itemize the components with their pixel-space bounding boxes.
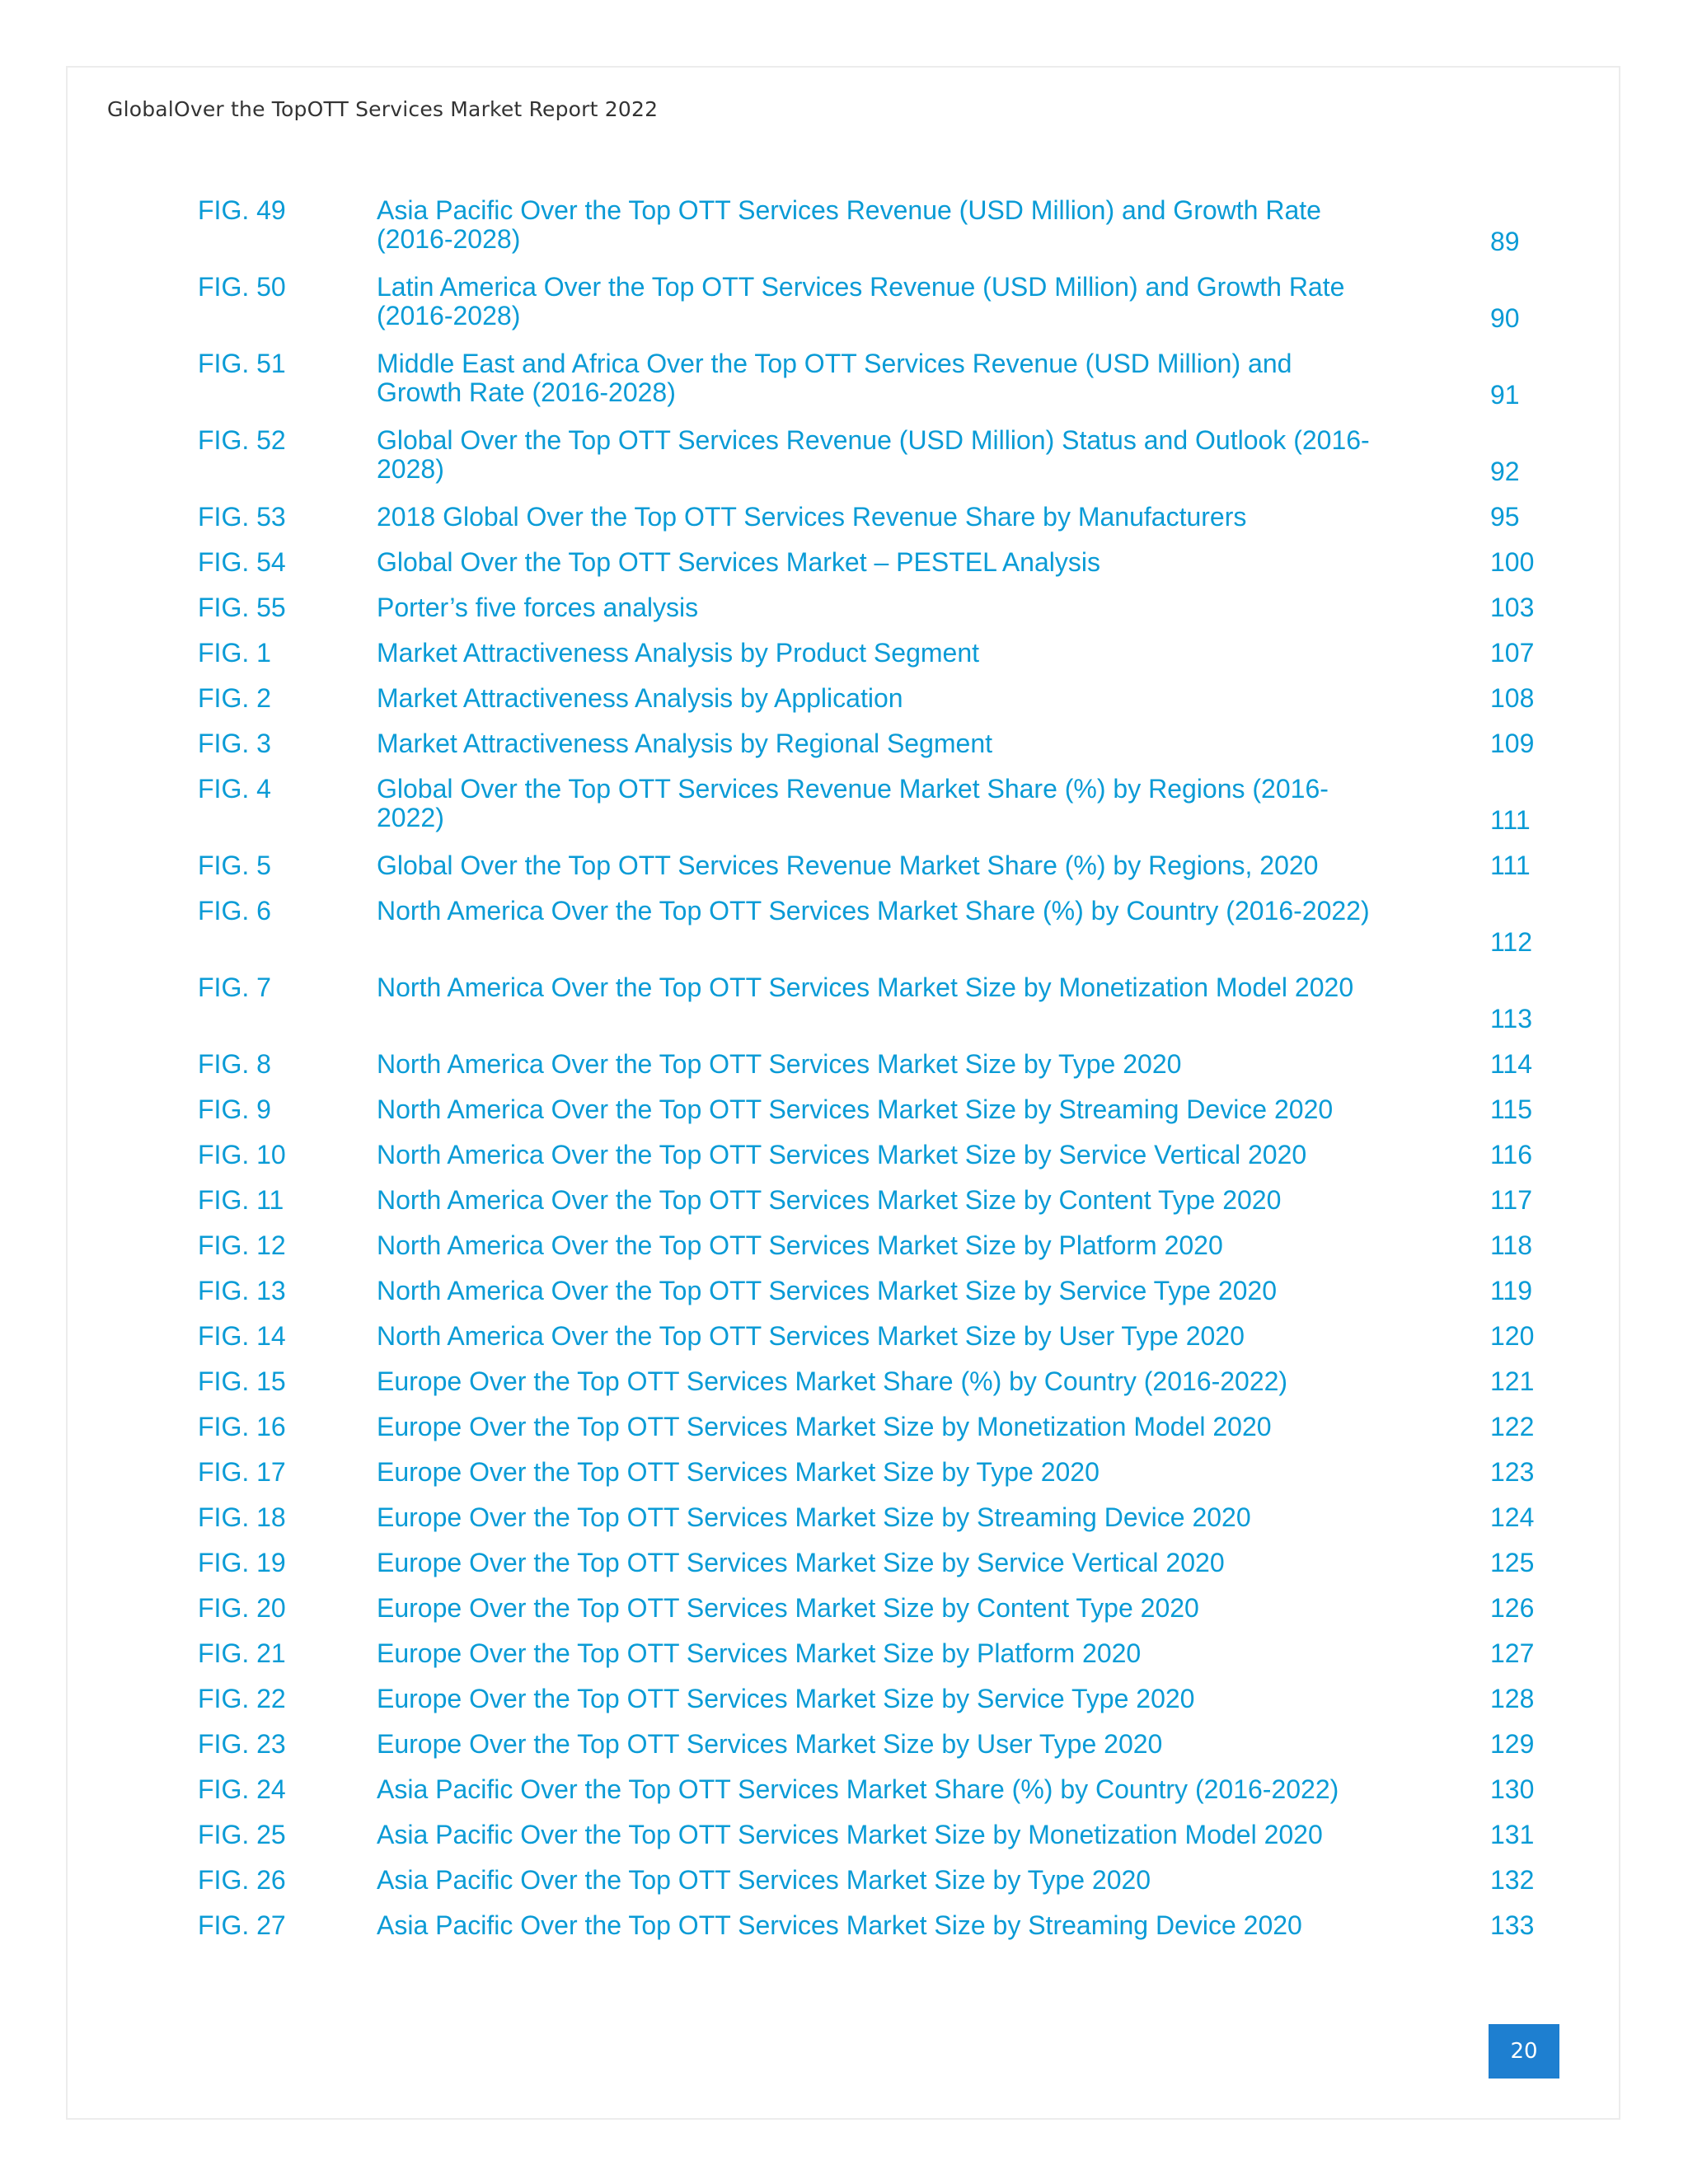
figure-page: 130 [1490, 1774, 1535, 1804]
figure-title[interactable]: 2018 Global Over the Top OTT Services Revenue Share by Manufacturers [377, 502, 1247, 532]
toc-row[interactable] [198, 196, 1550, 256]
toc-row[interactable] [198, 1231, 1550, 1260]
figure-number: FIG. 21 [198, 1638, 286, 1668]
figure-page: 100 [1490, 547, 1535, 577]
figure-title[interactable]: North America Over the Top OTT Services Market Size by Streaming Device 2020 [377, 1094, 1334, 1124]
toc-row[interactable] [198, 1503, 1550, 1532]
figure-number: FIG. 54 [198, 547, 286, 577]
toc-row[interactable] [198, 1458, 1550, 1487]
figure-page: 111 [1490, 851, 1531, 880]
figure-page: 125 [1490, 1548, 1535, 1577]
figure-page: 122 [1490, 1412, 1535, 1441]
figure-title[interactable]: North America Over the Top OTT Services Market Size by Content Type 2020 [377, 1185, 1282, 1215]
figure-title[interactable]: Europe Over the Top OTT Services Market Size by Streaming Device 2020 [377, 1502, 1251, 1532]
figure-title[interactable]: Europe Over the Top OTT Services Market Share (%) by Country (2016-2022) [377, 1366, 1288, 1396]
figure-title[interactable]: Asia Pacific Over the Top OTT Services Revenue (USD Million) and Growth Rate (2016-2028) [377, 195, 1321, 254]
toc-row[interactable] [198, 1911, 1550, 1940]
figure-title[interactable]: Market Attractiveness Analysis by Product Segment [377, 638, 979, 668]
figure-page: 111 [1490, 805, 1531, 835]
figure-number: FIG. 13 [198, 1276, 286, 1305]
figure-title[interactable]: North America Over the Top OTT Services Market Size by Service Type 2020 [377, 1276, 1278, 1305]
toc-row[interactable] [198, 1594, 1550, 1623]
toc-row[interactable] [198, 1322, 1550, 1351]
figure-page: 131 [1490, 1820, 1535, 1849]
figure-page: 117 [1490, 1185, 1533, 1215]
figure-title[interactable]: Asia Pacific Over the Top OTT Services Market Share (%) by Country (2016-2022) [377, 1774, 1339, 1804]
figure-page: 123 [1490, 1457, 1535, 1487]
toc-row[interactable] [198, 426, 1550, 486]
figure-title[interactable]: North America Over the Top OTT Services Market Size by Platform 2020 [377, 1230, 1223, 1260]
toc-row[interactable] [198, 1413, 1550, 1441]
figure-title[interactable]: Global Over the Top OTT Services Revenue (USD Million) Status and Outlook (2016-2028) [377, 425, 1370, 484]
figure-page: 109 [1490, 729, 1535, 758]
figure-list [198, 196, 1550, 1957]
toc-row[interactable] [198, 1866, 1550, 1895]
figure-page: 124 [1490, 1502, 1535, 1532]
toc-row[interactable] [198, 1639, 1550, 1668]
figure-page: 120 [1490, 1321, 1535, 1351]
figure-number: FIG. 27 [198, 1910, 286, 1940]
figure-page: 114 [1490, 1049, 1533, 1079]
toc-row[interactable] [198, 1730, 1550, 1759]
figure-page: 107 [1490, 638, 1535, 668]
toc-row[interactable] [198, 1186, 1550, 1215]
toc-row[interactable] [198, 639, 1550, 668]
figure-title[interactable]: Asia Pacific Over the Top OTT Services Market Size by Type 2020 [377, 1865, 1151, 1895]
figure-number: FIG. 2 [198, 683, 271, 713]
toc-row[interactable] [198, 1821, 1550, 1849]
figure-number: FIG. 50 [198, 272, 286, 302]
figure-title[interactable]: Latin America Over the Top OTT Services Revenue (USD Million) and Growth Rate (2016-2028) [377, 272, 1345, 330]
figure-number: FIG. 15 [198, 1366, 286, 1396]
figure-number: FIG. 6 [198, 896, 271, 926]
figure-title[interactable]: Europe Over the Top OTT Services Market Size by Type 2020 [377, 1457, 1100, 1487]
figure-number: FIG. 16 [198, 1412, 286, 1441]
figure-page: 121 [1490, 1366, 1535, 1396]
figure-title[interactable]: Europe Over the Top OTT Services Market Size by User Type 2020 [377, 1729, 1163, 1759]
figure-number: FIG. 14 [198, 1321, 286, 1351]
toc-row[interactable] [198, 593, 1550, 622]
figure-number: FIG. 20 [198, 1593, 286, 1623]
figure-number: FIG. 12 [198, 1230, 286, 1260]
figure-title[interactable]: Europe Over the Top OTT Services Market Size by Monetization Model 2020 [377, 1412, 1272, 1441]
figure-page: 118 [1490, 1230, 1533, 1260]
figure-page: 89 [1490, 227, 1520, 256]
toc-row[interactable] [198, 503, 1550, 532]
toc-row[interactable] [198, 973, 1550, 1033]
figure-title[interactable]: Porter’s five forces analysis [377, 593, 699, 622]
figure-number: FIG. 18 [198, 1502, 286, 1532]
figure-number: FIG. 26 [198, 1865, 286, 1895]
figure-page: 119 [1490, 1276, 1533, 1305]
figure-page: 91 [1490, 380, 1520, 410]
figure-number: FIG. 52 [198, 425, 286, 455]
figure-page: 90 [1490, 303, 1520, 333]
figure-title[interactable]: Global Over the Top OTT Services Market – PESTEL Analysis [377, 547, 1100, 577]
figure-page: 127 [1490, 1638, 1535, 1668]
figure-number: FIG. 10 [198, 1140, 286, 1169]
toc-row[interactable] [198, 1775, 1550, 1804]
figure-number: FIG. 53 [198, 502, 286, 532]
figure-title[interactable]: Europe Over the Top OTT Services Market Size by Platform 2020 [377, 1638, 1142, 1668]
figure-title[interactable]: Europe Over the Top OTT Services Market Size by Service Vertical 2020 [377, 1548, 1225, 1577]
figure-number: FIG. 51 [198, 349, 286, 378]
figure-title[interactable]: North America Over the Top OTT Services Market Size by User Type 2020 [377, 1321, 1245, 1351]
figure-title[interactable]: North America Over the Top OTT Services Market Share (%) by Country (2016-2022) [377, 896, 1370, 926]
figure-number: FIG. 11 [198, 1185, 284, 1215]
figure-title[interactable]: Europe Over the Top OTT Services Market Size by Service Type 2020 [377, 1684, 1195, 1713]
figure-page: 103 [1490, 593, 1535, 622]
toc-row[interactable] [198, 851, 1550, 880]
figure-title[interactable]: Middle East and Africa Over the Top OTT Services Revenue (USD Million) and Growth Rate (2016-2028) [377, 349, 1292, 407]
figure-number: FIG. 23 [198, 1729, 286, 1759]
figure-title[interactable]: Market Attractiveness Analysis by Application [377, 683, 903, 713]
figure-number: FIG. 22 [198, 1684, 286, 1713]
figure-page: 126 [1490, 1593, 1535, 1623]
figure-page: 132 [1490, 1865, 1535, 1895]
figure-title[interactable]: Europe Over the Top OTT Services Market Size by Content Type 2020 [377, 1593, 1199, 1623]
toc-row[interactable] [198, 897, 1550, 957]
figure-page: 92 [1490, 457, 1520, 486]
figure-page: 128 [1490, 1684, 1535, 1713]
toc-row[interactable] [198, 1141, 1550, 1169]
figure-number: FIG. 24 [198, 1774, 286, 1804]
figure-page: 112 [1490, 927, 1533, 957]
figure-title[interactable]: Market Attractiveness Analysis by Regional Segment [377, 729, 993, 758]
toc-row[interactable] [198, 729, 1550, 758]
figure-number: FIG. 25 [198, 1820, 286, 1849]
report-header-title: GlobalOver the TopOTT Services Market Report 2022 [107, 97, 659, 121]
figure-number: FIG. 55 [198, 593, 286, 622]
figure-number: FIG. 3 [198, 729, 271, 758]
figure-page: 95 [1490, 502, 1520, 532]
figure-page: 116 [1490, 1140, 1533, 1169]
page-number-badge: 20 [1489, 2024, 1559, 2079]
toc-row[interactable] [198, 273, 1550, 333]
figure-title[interactable]: North America Over the Top OTT Services Market Size by Monetization Model 2020 [377, 972, 1354, 1002]
figure-page: 113 [1490, 1004, 1533, 1033]
figure-number: FIG. 1 [198, 638, 271, 668]
figure-number: FIG. 49 [198, 195, 286, 225]
toc-row[interactable] [198, 1549, 1550, 1577]
toc-row[interactable] [198, 684, 1550, 713]
toc-row[interactable] [198, 1095, 1550, 1124]
figure-number: FIG. 5 [198, 851, 271, 880]
figure-title[interactable]: Asia Pacific Over the Top OTT Services Market Size by Monetization Model 2020 [377, 1820, 1323, 1849]
figure-page: 133 [1490, 1910, 1535, 1940]
figure-title[interactable]: Asia Pacific Over the Top OTT Services Market Size by Streaming Device 2020 [377, 1910, 1302, 1940]
toc-row[interactable] [198, 1685, 1550, 1713]
figure-number: FIG. 19 [198, 1548, 286, 1577]
figure-title[interactable]: Global Over the Top OTT Services Revenue Market Share (%) by Regions, 2020 [377, 851, 1319, 880]
toc-row[interactable] [198, 775, 1550, 835]
toc-row[interactable] [198, 1367, 1550, 1396]
figure-number: FIG. 7 [198, 972, 271, 1002]
figure-title[interactable]: North America Over the Top OTT Services Market Size by Service Vertical 2020 [377, 1140, 1307, 1169]
figure-number: FIG. 4 [198, 774, 271, 804]
figure-number: FIG. 8 [198, 1049, 271, 1079]
figure-number: FIG. 17 [198, 1457, 286, 1487]
toc-row[interactable] [198, 349, 1550, 410]
figure-number: FIG. 9 [198, 1094, 271, 1124]
figure-page: 115 [1490, 1094, 1533, 1124]
toc-row[interactable] [198, 1277, 1550, 1305]
toc-row[interactable] [198, 548, 1550, 577]
toc-row[interactable] [198, 1050, 1550, 1079]
figure-title[interactable]: Global Over the Top OTT Services Revenue Market Share (%) by Regions (2016-2022) [377, 774, 1329, 832]
figure-page: 108 [1490, 683, 1535, 713]
figure-title[interactable]: North America Over the Top OTT Services Market Size by Type 2020 [377, 1049, 1182, 1079]
figure-page: 129 [1490, 1729, 1535, 1759]
